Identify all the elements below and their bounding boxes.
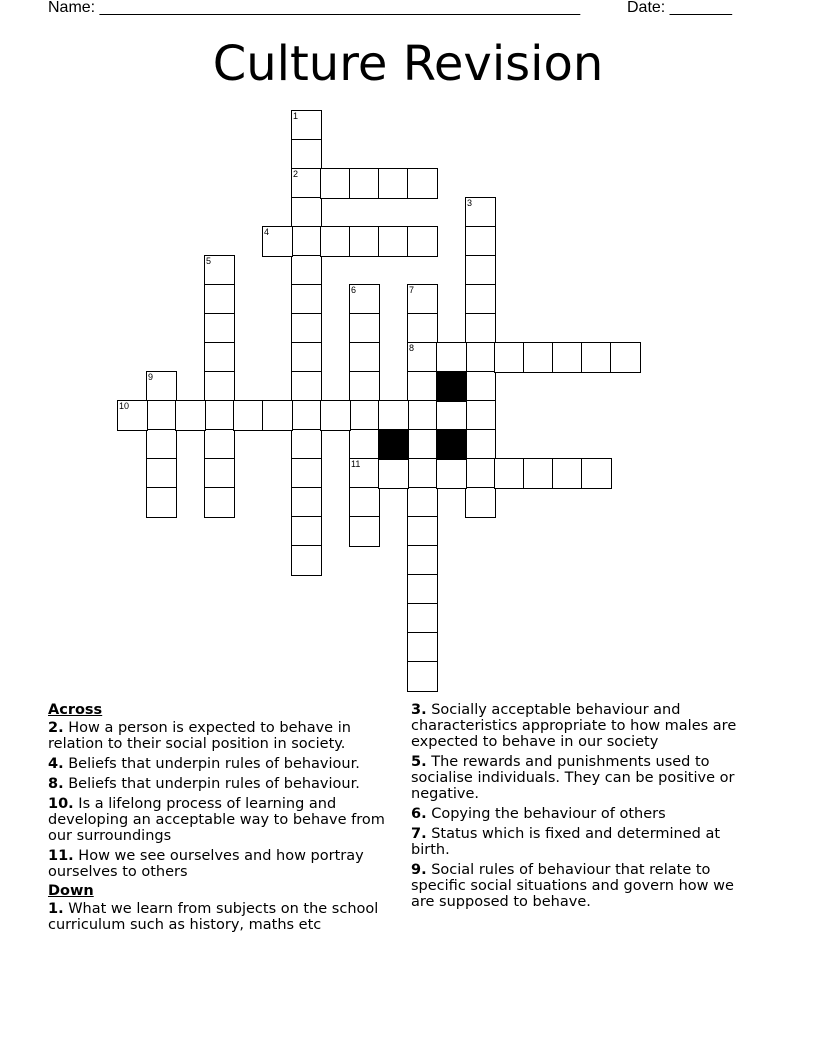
header: [48, 0, 748, 20]
crossword-cell[interactable]: [523, 342, 554, 373]
crossword-cell[interactable]: [291, 313, 322, 344]
crossword-cell[interactable]: [552, 342, 583, 373]
clue-text: Is a lifelong process of learning and developing an acceptable way to behave from our surroundings: [48, 796, 385, 844]
clue-number: 5.: [411, 754, 427, 770]
clue-text: How a person is expected to behave in relation to their social position in society.: [48, 720, 351, 752]
crossword-cell[interactable]: [291, 139, 322, 170]
crossword-cell[interactable]: [407, 487, 438, 518]
clue-text: Status which is fixed and determined at birth.: [411, 826, 721, 858]
crossword-cell[interactable]: [407, 661, 438, 692]
crossword-cell[interactable]: [465, 226, 496, 257]
clue-across-8: [48, 776, 398, 792]
clue-down-1: [48, 901, 398, 933]
crossword-cell[interactable]: [407, 284, 438, 315]
clue-text: The rewards and punishments used to socialise individuals. They can be positive or negative.: [411, 754, 735, 802]
crossword-cell[interactable]: [349, 458, 380, 489]
crossword-cell[interactable]: [320, 400, 351, 431]
crossword-cell[interactable]: [465, 458, 496, 489]
clue-number: 7.: [411, 826, 427, 842]
crossword-cell[interactable]: [146, 487, 177, 518]
clue-number: 2.: [48, 720, 64, 736]
clue-number-label: 2: [293, 169, 299, 179]
across-heading: Across: [48, 702, 103, 718]
crossword-cell[interactable]: [175, 400, 206, 431]
clue-text: How we see ourselves and how portray ourselves to others: [48, 848, 364, 880]
clue-text: Social rules of behaviour that relate to specific social situations and govern how we are supposed to behave.: [411, 862, 734, 910]
crossword-cell[interactable]: [349, 487, 380, 518]
crossword-cell[interactable]: [146, 400, 177, 431]
crossword-cell[interactable]: [349, 342, 380, 373]
crossword-cell[interactable]: [204, 458, 235, 489]
crossword-cell[interactable]: [465, 487, 496, 518]
clue-number-label: 6: [351, 285, 357, 295]
crossword-cell[interactable]: [291, 545, 322, 576]
crossword-cell[interactable]: [146, 429, 177, 460]
clue-number: 1.: [48, 901, 64, 917]
crossword-cell[interactable]: [291, 255, 322, 286]
clue-number-label: 5: [206, 256, 212, 266]
crossword-cell[interactable]: [291, 487, 322, 518]
crossword-cell[interactable]: [436, 400, 467, 431]
crossword-cell[interactable]: [407, 342, 438, 373]
crossword-cell[interactable]: [291, 400, 322, 431]
clue-text: What we learn from subjects on the school curriculum such as history, maths etc: [48, 901, 379, 933]
crossword-cell[interactable]: [465, 400, 496, 431]
crossword-cell[interactable]: [204, 342, 235, 373]
crossword-cell[interactable]: [349, 516, 380, 547]
clue-number-label: 9: [148, 372, 154, 382]
crossword-cell[interactable]: [378, 168, 409, 199]
crossword-cell[interactable]: [465, 371, 496, 402]
crossword-cell[interactable]: [378, 458, 409, 489]
clue-number: 11.: [48, 848, 74, 864]
crossword-cell[interactable]: [407, 313, 438, 344]
clue-number: 6.: [411, 806, 427, 822]
crossword-cell[interactable]: [291, 516, 322, 547]
clue-number-label: 3: [467, 198, 473, 208]
crossword-cell[interactable]: [117, 400, 148, 431]
black-square: [436, 371, 467, 402]
crossword-cell[interactable]: [204, 487, 235, 518]
crossword-cell[interactable]: [494, 458, 525, 489]
clue-number: 9.: [411, 862, 427, 878]
crossword-cell[interactable]: [407, 516, 438, 547]
clue-number: 10.: [48, 796, 74, 812]
crossword-cell[interactable]: [204, 400, 235, 431]
crossword-cell[interactable]: [291, 197, 322, 228]
crossword-cell[interactable]: [349, 284, 380, 315]
clues-column-right: [411, 702, 761, 914]
crossword-cell[interactable]: [349, 226, 380, 257]
clue-number: 4.: [48, 756, 64, 772]
black-square: [378, 429, 409, 460]
clue-down-9: [411, 862, 761, 910]
clue-across-2: [48, 720, 398, 752]
crossword-cell[interactable]: [407, 458, 438, 489]
crossword-cell[interactable]: [465, 313, 496, 344]
crossword-cell[interactable]: [146, 371, 177, 402]
crossword-cell[interactable]: [407, 371, 438, 402]
down-heading: Down: [48, 883, 94, 899]
crossword-cell[interactable]: [291, 168, 322, 199]
crossword-cell[interactable]: [407, 632, 438, 663]
crossword-cell[interactable]: [465, 197, 496, 228]
crossword-cell[interactable]: [436, 458, 467, 489]
crossword-cell[interactable]: [262, 400, 293, 431]
crossword-cell[interactable]: [291, 429, 322, 460]
crossword-cell[interactable]: [407, 545, 438, 576]
date-field[interactable]: Date: _______: [627, 0, 732, 16]
clue-number-label: 11: [351, 459, 361, 469]
crossword-cell[interactable]: [407, 400, 438, 431]
clue-down-5: [411, 754, 761, 802]
crossword-cell[interactable]: [465, 342, 496, 373]
crossword-cell[interactable]: [291, 458, 322, 489]
crossword-cell[interactable]: [407, 603, 438, 634]
black-square: [436, 429, 467, 460]
crossword-cell[interactable]: [233, 400, 264, 431]
crossword-cell[interactable]: [581, 342, 612, 373]
crossword-cell[interactable]: [291, 342, 322, 373]
page-title: Culture Revision: [212, 36, 604, 92]
clues-column-left: [48, 702, 398, 937]
crossword-cell[interactable]: [320, 226, 351, 257]
crossword-cell[interactable]: [407, 429, 438, 460]
crossword-cell[interactable]: [349, 371, 380, 402]
crossword-cell[interactable]: [349, 313, 380, 344]
crossword-cell[interactable]: [349, 400, 380, 431]
crossword-cell[interactable]: [552, 458, 583, 489]
crossword-cell[interactable]: [291, 110, 322, 141]
crossword-cell[interactable]: [262, 226, 293, 257]
clue-text: Copying the behaviour of others: [426, 806, 666, 822]
clue-number-label: 7: [409, 285, 415, 295]
clue-number: 3.: [411, 702, 427, 718]
crossword-cell[interactable]: [465, 255, 496, 286]
clue-text: Socially acceptable behaviour and characteristics appropriate to how males are expected to behave in our society: [411, 702, 737, 750]
crossword-cell[interactable]: [523, 458, 554, 489]
clue-down-3: [411, 702, 761, 750]
clue-number: 8.: [48, 776, 64, 792]
crossword-cell[interactable]: [320, 168, 351, 199]
clue-number-label: 4: [264, 227, 270, 237]
crossword-cell[interactable]: [291, 226, 322, 257]
crossword-cell[interactable]: [204, 313, 235, 344]
crossword-cell[interactable]: [378, 226, 409, 257]
crossword-cell[interactable]: [581, 458, 612, 489]
crossword-cell[interactable]: [204, 371, 235, 402]
clue-number-label: 8: [409, 343, 415, 353]
crossword-cell[interactable]: [378, 400, 409, 431]
crossword-cell[interactable]: [204, 284, 235, 315]
crossword-cell[interactable]: [349, 429, 380, 460]
crossword-cell[interactable]: [146, 458, 177, 489]
crossword-cell[interactable]: [407, 226, 438, 257]
crossword-cell[interactable]: [436, 342, 467, 373]
crossword-cell[interactable]: [204, 255, 235, 286]
clue-down-7: [411, 826, 761, 858]
crossword-cell[interactable]: [291, 371, 322, 402]
clue-number-label: 1: [293, 111, 299, 121]
crossword-cell[interactable]: [407, 574, 438, 605]
crossword-cell[interactable]: [407, 168, 438, 199]
clue-number-label: 10: [119, 401, 130, 411]
crossword-cell[interactable]: [494, 342, 525, 373]
crossword-cell[interactable]: [291, 284, 322, 315]
clue-text: Beliefs that underpin rules of behaviour.: [63, 776, 360, 792]
clue-text: Beliefs that underpin rules of behaviour.: [63, 756, 360, 772]
clue-across-4: [48, 756, 398, 772]
crossword-cell[interactable]: [465, 284, 496, 315]
clue-across-10: [48, 796, 398, 844]
crossword-cell[interactable]: [349, 168, 380, 199]
clue-down-6: [411, 806, 761, 822]
crossword-cell[interactable]: [204, 429, 235, 460]
crossword-cell[interactable]: [465, 429, 496, 460]
name-field[interactable]: Name: ______________________________________________________: [48, 0, 581, 16]
crossword-cell[interactable]: [610, 342, 641, 373]
clue-across-11: [48, 848, 398, 880]
